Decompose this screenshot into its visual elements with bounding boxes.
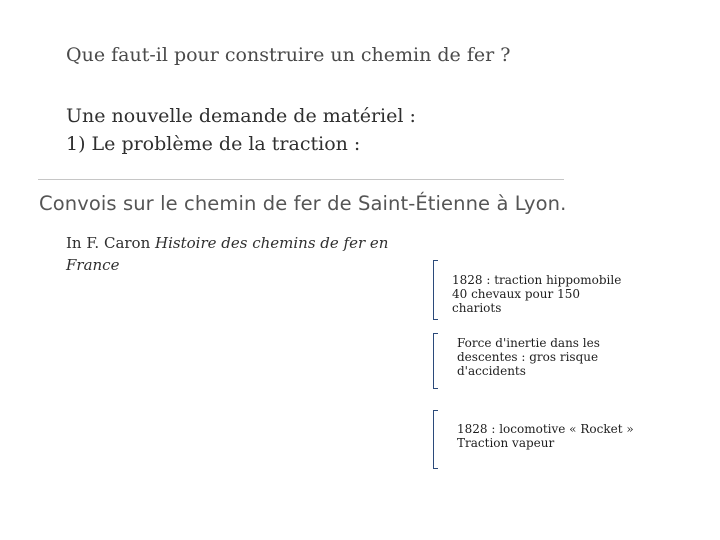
bracket-1 [433, 260, 438, 320]
source-citation [66, 232, 426, 276]
slide-title: Que faut-il pour construire un chemin de fer ? [66, 44, 511, 66]
note-line: 1828 : traction hippomobile [452, 273, 622, 287]
bracket-2 [433, 333, 438, 389]
section-heading [66, 102, 416, 158]
heading-line-1: Une nouvelle demande de matériel : [66, 105, 416, 127]
note-line: 1828 : locomotive « Rocket » [457, 422, 634, 436]
note-line: Force d'inertie dans les [457, 336, 600, 350]
source-prefix: In F. Caron [66, 234, 156, 252]
heading-line-2: 1) Le problème de la traction : [66, 133, 361, 155]
note-line: Traction vapeur [457, 436, 555, 450]
note-line: chariots [452, 301, 502, 315]
bracket-3 [433, 410, 438, 469]
note-locomotive [457, 422, 637, 450]
note-line: d'accidents [457, 364, 526, 378]
figure-divider [38, 179, 564, 180]
note-line: 40 chevaux pour 150 [452, 287, 580, 301]
note-line: descentes : gros risque [457, 350, 599, 364]
note-traction-hippomobile [452, 273, 632, 315]
note-inertie [457, 336, 637, 378]
source-title: Histoire des chemins de fer en France [66, 234, 389, 274]
figure-caption: Convois sur le chemin de fer de Saint-Étienne à Lyon. [39, 192, 567, 215]
